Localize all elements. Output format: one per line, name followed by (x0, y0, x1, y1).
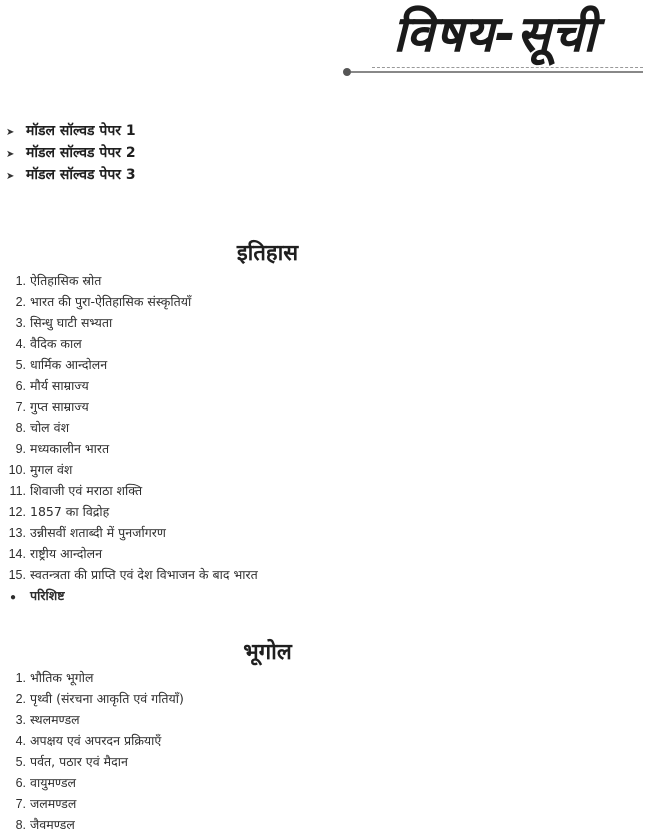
item-label: गुप्त साम्राज्य (30, 399, 89, 414)
item-label: जैवमण्डल (30, 817, 75, 832)
item-number: 7. (15, 797, 26, 811)
item-number: 3. (15, 713, 26, 727)
item-label: वैदिक काल (30, 336, 82, 351)
list-item[interactable] (0, 438, 258, 459)
list-item[interactable] (0, 688, 184, 709)
item-number: 1. (15, 671, 26, 685)
item-number: 6. (15, 379, 26, 393)
item-label: उन्नीसवीं शताब्दी में पुनर्जागरण (30, 525, 166, 540)
item-label: शिवाजी एवं मराठा शक्ति (30, 483, 143, 498)
list-item[interactable] (0, 772, 184, 793)
list-item[interactable] (0, 333, 258, 354)
item-label: चोल वंश (30, 420, 70, 435)
item-label: वायुमण्डल (30, 775, 77, 790)
paper-item[interactable] (6, 120, 136, 142)
item-label: सिन्धु घाटी सभ्यता (30, 315, 113, 330)
item-number: 2. (15, 692, 26, 706)
item-number: 5. (15, 755, 26, 769)
item-number: 8. (15, 421, 26, 435)
item-label: स्वतन्त्रता की प्राप्ति एवं देश विभाजन के बाद भारत (30, 567, 258, 582)
list-item[interactable] (0, 793, 184, 814)
item-number: 11. (9, 484, 26, 498)
list-item[interactable] (0, 751, 184, 772)
section-heading-geography: भूगोल (243, 640, 292, 665)
item-number: 6. (15, 776, 26, 790)
list-item[interactable] (0, 543, 258, 564)
item-number: 14. (8, 547, 26, 561)
list-item[interactable] (0, 564, 258, 585)
paper-label: मॉडल सॉल्वड पेपर 1 (26, 123, 136, 139)
list-item[interactable] (0, 459, 258, 480)
item-number: 7. (15, 400, 26, 414)
history-list (0, 270, 258, 606)
item-label: पृथ्वी (संरचना आकृति एवं गतियाँ) (30, 691, 184, 706)
item-number: 8. (15, 818, 26, 832)
item-label: राष्ट्रीय आन्दोलन (30, 546, 103, 561)
item-label: मौर्य साम्राज्य (30, 378, 89, 393)
list-item[interactable] (0, 480, 258, 501)
item-number: 13. (8, 526, 26, 540)
item-number: 4. (15, 734, 26, 748)
model-papers-list (6, 120, 136, 186)
item-label: भारत की पुरा-ऐतिहासिक संस्कृतियाँ (30, 294, 192, 309)
item-number: 1. (15, 274, 26, 288)
item-number: 15. (8, 568, 26, 582)
item-number: 10. (8, 463, 26, 477)
appendix-item[interactable] (0, 585, 258, 606)
list-item[interactable] (0, 375, 258, 396)
bullet-icon: ● (9, 592, 17, 603)
paper-item[interactable] (6, 142, 136, 164)
item-label: मुगल वंश (30, 462, 73, 477)
title-rule (351, 71, 643, 73)
item-label: 1857 का विद्रोह (30, 504, 110, 519)
page-title: विषय-सूची (393, 5, 597, 63)
item-number: 3. (15, 316, 26, 330)
item-label: अपक्षय एवं अपरदन प्रक्रियाएँ (30, 733, 162, 748)
list-item[interactable] (0, 354, 258, 375)
item-label: धार्मिक आन्दोलन (30, 357, 108, 372)
item-number: 12. (8, 505, 26, 519)
paper-label: मॉडल सॉल्वड पेपर 3 (26, 167, 136, 183)
appendix-label: परिशिष्ट (30, 588, 65, 603)
item-label: भौतिक भूगोल (30, 670, 94, 685)
list-item[interactable] (0, 522, 258, 543)
item-label: स्थलमण्डल (30, 712, 80, 727)
list-item[interactable] (0, 396, 258, 417)
title-rule-dot (343, 68, 351, 76)
paper-label: मॉडल सॉल्वड पेपर 2 (26, 145, 136, 161)
item-number: 9. (15, 442, 26, 456)
list-item[interactable] (0, 730, 184, 751)
list-item[interactable] (0, 270, 258, 291)
list-item[interactable] (0, 501, 258, 522)
item-label: पर्वत, पठार एवं मैदान (30, 754, 128, 769)
list-item[interactable] (0, 667, 184, 688)
list-item[interactable] (0, 312, 258, 333)
title-rule-dashed (372, 67, 643, 68)
arrow-icon: ➤ (6, 149, 15, 160)
item-label: मध्यकालीन भारत (30, 441, 110, 456)
item-number: 2. (15, 295, 26, 309)
geography-list (0, 667, 184, 835)
paper-item[interactable] (6, 164, 136, 186)
item-label: ऐतिहासिक स्रोत (30, 273, 102, 288)
item-label: जलमण्डल (30, 796, 77, 811)
arrow-icon: ➤ (6, 127, 15, 138)
section-heading-history: इतिहास (236, 241, 299, 266)
item-number: 4. (15, 337, 26, 351)
list-item[interactable] (0, 417, 258, 438)
list-item[interactable] (0, 709, 184, 730)
arrow-icon: ➤ (6, 171, 15, 182)
item-number: 5. (15, 358, 26, 372)
list-item[interactable] (0, 291, 258, 312)
